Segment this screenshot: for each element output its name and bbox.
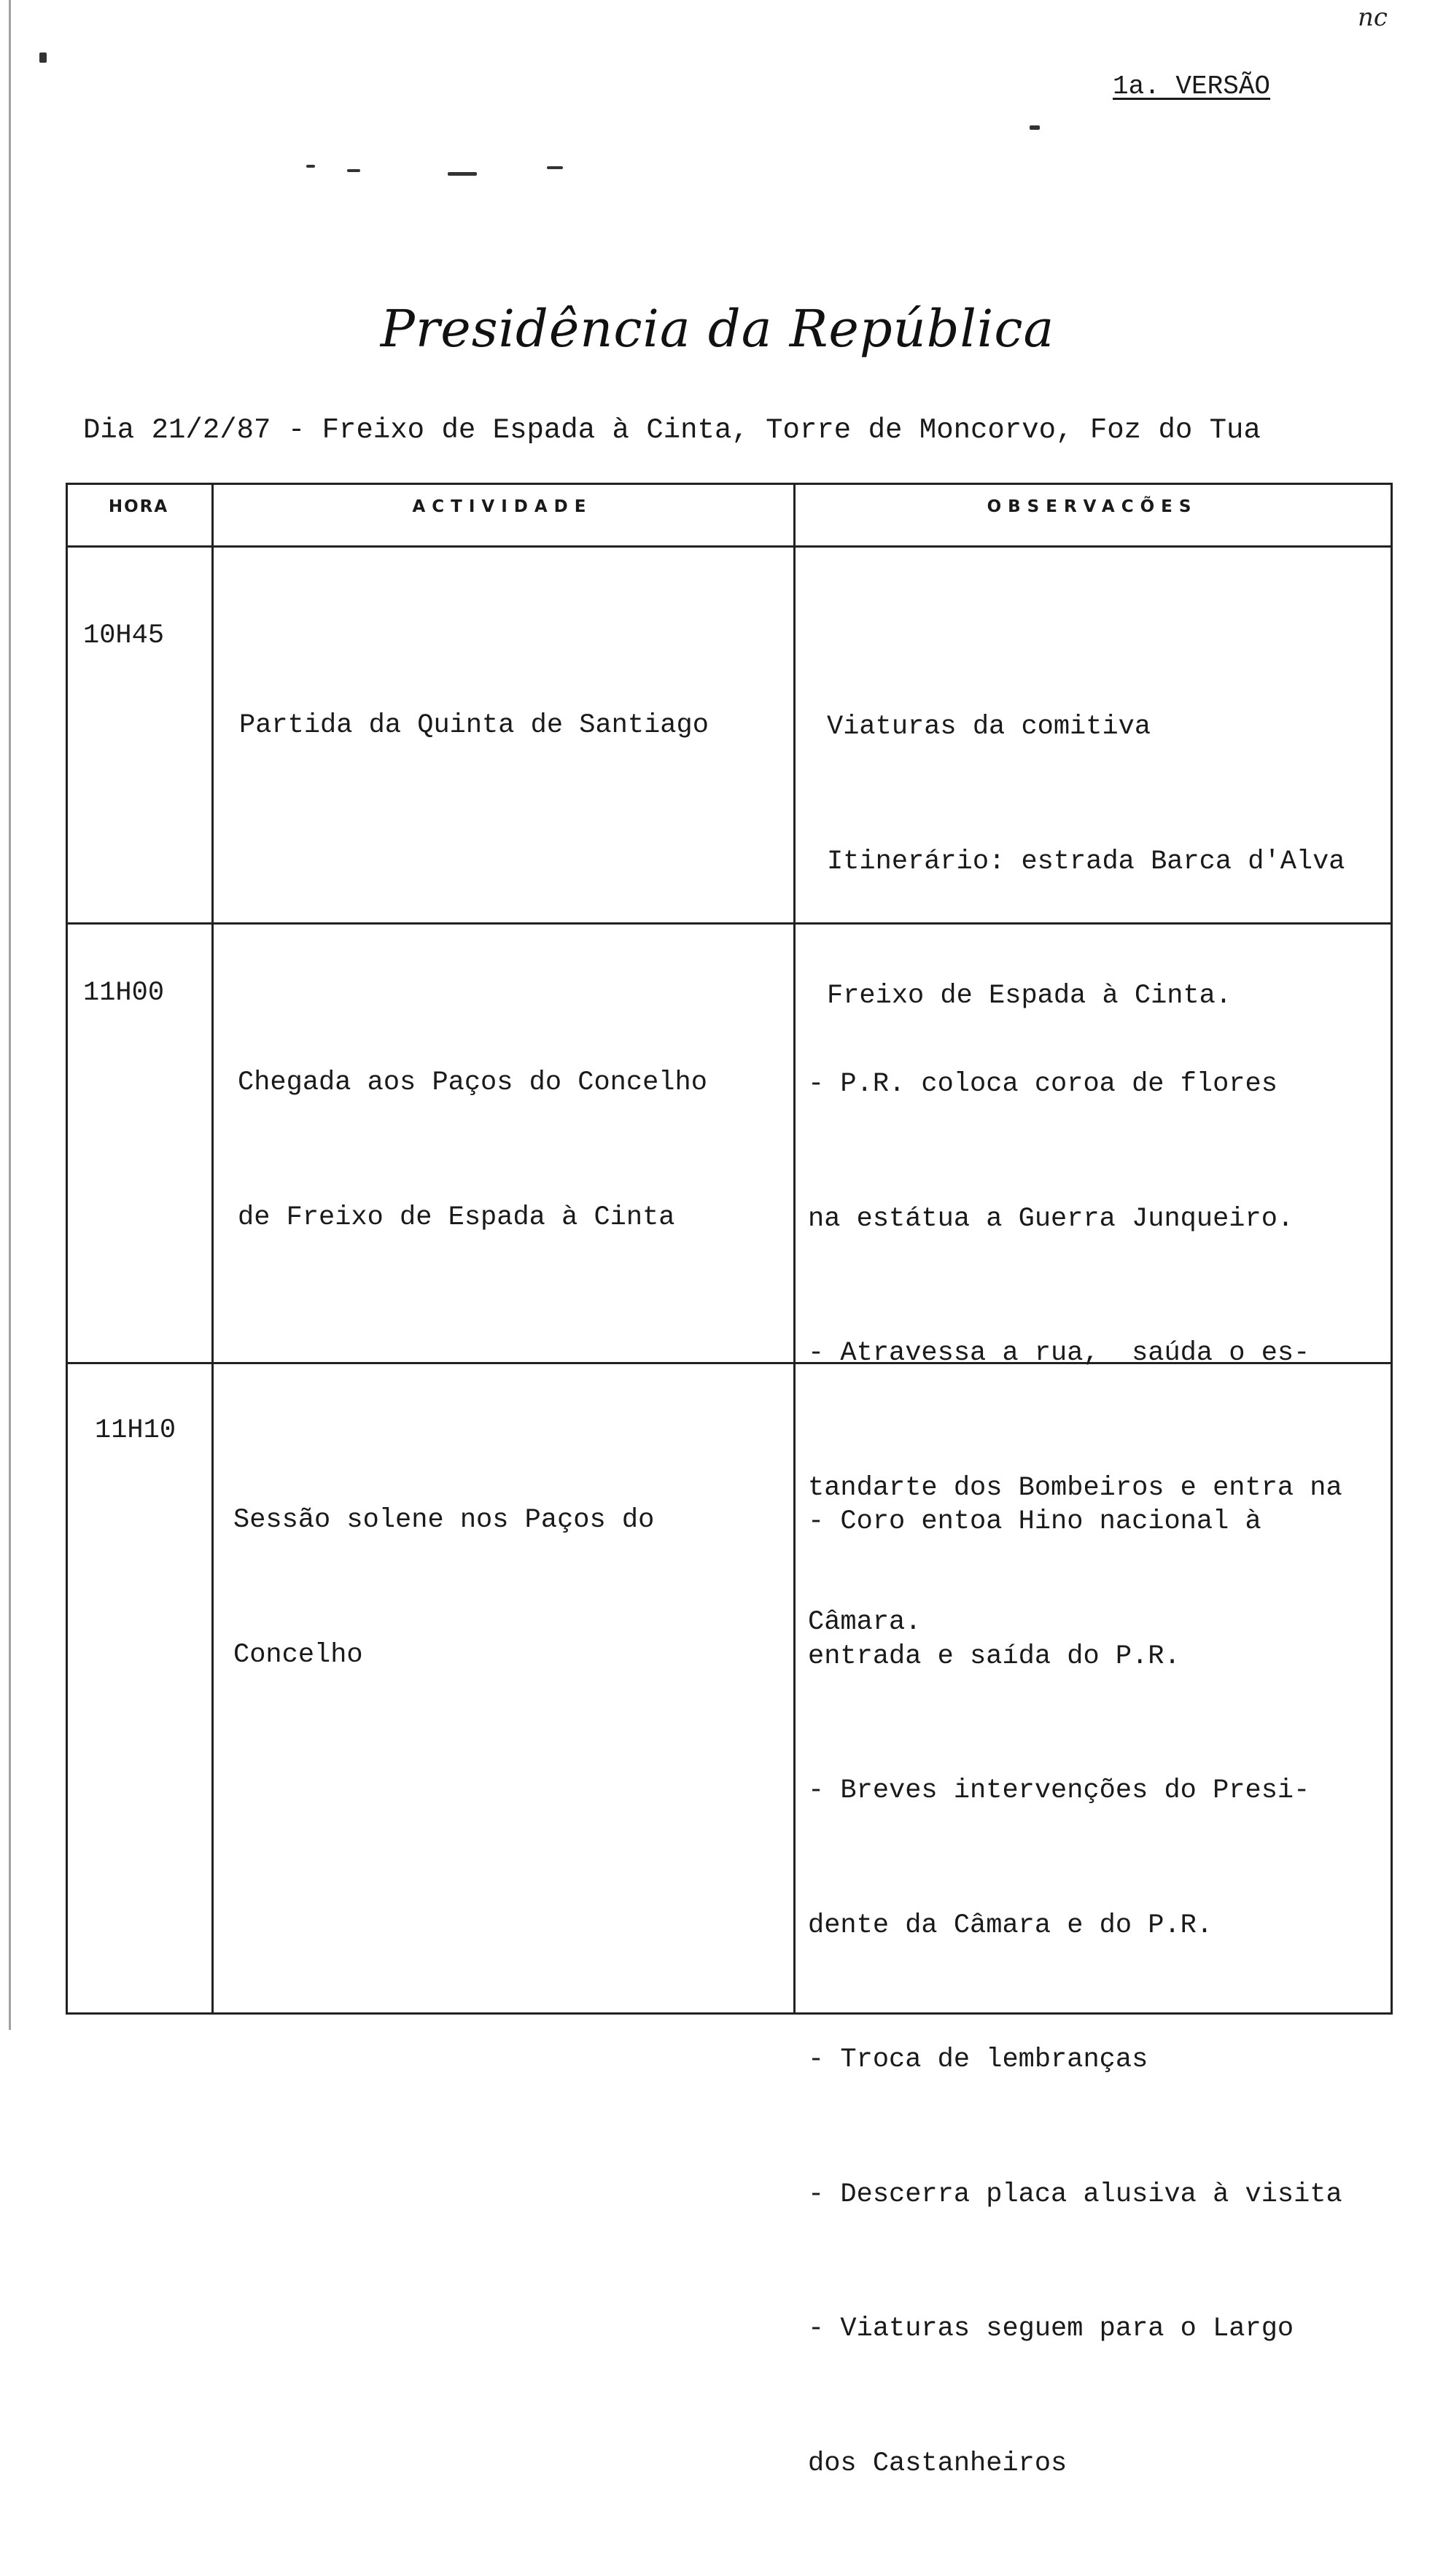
date-line: Dia 21/2/87 - Freixo de Espada à Cinta, Torre de Moncorvo, Foz do Tua <box>83 414 1261 446</box>
row3-observacoes <box>808 1410 1342 2576</box>
scan-speck <box>547 166 563 169</box>
table-rule-col2 <box>793 483 796 2014</box>
table-rule-left <box>66 483 68 2014</box>
scan-speck <box>306 165 315 168</box>
scan-speck <box>1030 125 1040 130</box>
row3-actividade-line: Sessão solene nos Paços do <box>233 1505 655 1536</box>
row2-hora: 11H00 <box>83 978 165 1008</box>
scan-speck <box>448 172 477 176</box>
version-label: 1a. VERSÃO <box>1113 71 1271 101</box>
row3-actividade <box>233 1409 654 1767</box>
row3-obs-line: - Breves intervenções do Presi- <box>808 1775 1310 1806</box>
row1-actividade <box>239 614 709 838</box>
scan-speck <box>39 52 47 63</box>
row3-obs-line: - Troca de lembranças <box>808 2044 1148 2075</box>
row2-obs-line: Câmara. <box>808 1607 922 1638</box>
row3-hora: 11H10 <box>95 1415 176 1446</box>
row3-obs-line: - Coro entoa Hino nacional à <box>808 1506 1261 1537</box>
row3-obs-line: - Descerra placa alusiva à visita <box>808 2179 1342 2210</box>
row1-hora: 10H45 <box>83 620 165 651</box>
row2-actividade-line: Chegada aos Paços do Concelho <box>238 1067 707 1098</box>
row1-actividade-line: Partida da Quinta de Santiago <box>239 710 709 741</box>
table-rule-col1 <box>211 483 214 2014</box>
row1-obs-line: Viaturas da comitiva <box>827 712 1151 742</box>
table-rule-right <box>1391 483 1393 2014</box>
row2-obs-line: - P.R. coloca coroa de flores <box>808 1069 1278 1100</box>
row3-actividade-line: Concelho <box>233 1639 363 1670</box>
row2-obs-line: tandarte dos Bombeiros e entra na <box>808 1472 1342 1503</box>
row2-actividade-line: de Freixo de Espada à Cinta <box>238 1202 675 1233</box>
row2-actividade <box>238 971 707 1330</box>
table-rule-header <box>66 545 1393 548</box>
row3-obs-line: - Viaturas seguem para o Largo <box>808 2314 1294 2344</box>
row2-obs-line: na estátua a Guerra Junqueiro. <box>808 1203 1294 1234</box>
header-observacoes: OBSERVACÕES <box>987 497 1198 516</box>
row1-obs-line: Itinerário: estrada Barca d'Alva <box>827 846 1345 877</box>
row3-obs-line: dos Castanheiros <box>808 2448 1068 2479</box>
scan-speck <box>347 169 360 172</box>
schedule-table <box>66 483 1393 2479</box>
row3-obs-line: dente da Câmara e do P.R. <box>808 1910 1213 1941</box>
row1-obs-line: Freixo de Espada à Cinta. <box>827 981 1232 1011</box>
row3-obs-line: entrada e saída do P.R. <box>808 1641 1181 1672</box>
corner-mark: nc <box>1358 3 1388 32</box>
row2-obs-line: - Atravessa a rua, saúda o es- <box>808 1338 1310 1369</box>
letterhead-title: Presidência da República <box>380 299 1055 359</box>
header-actividade: ACTIVIDADE <box>412 497 593 516</box>
header-hora: HORA <box>108 497 169 516</box>
table-rule-top <box>66 483 1393 485</box>
